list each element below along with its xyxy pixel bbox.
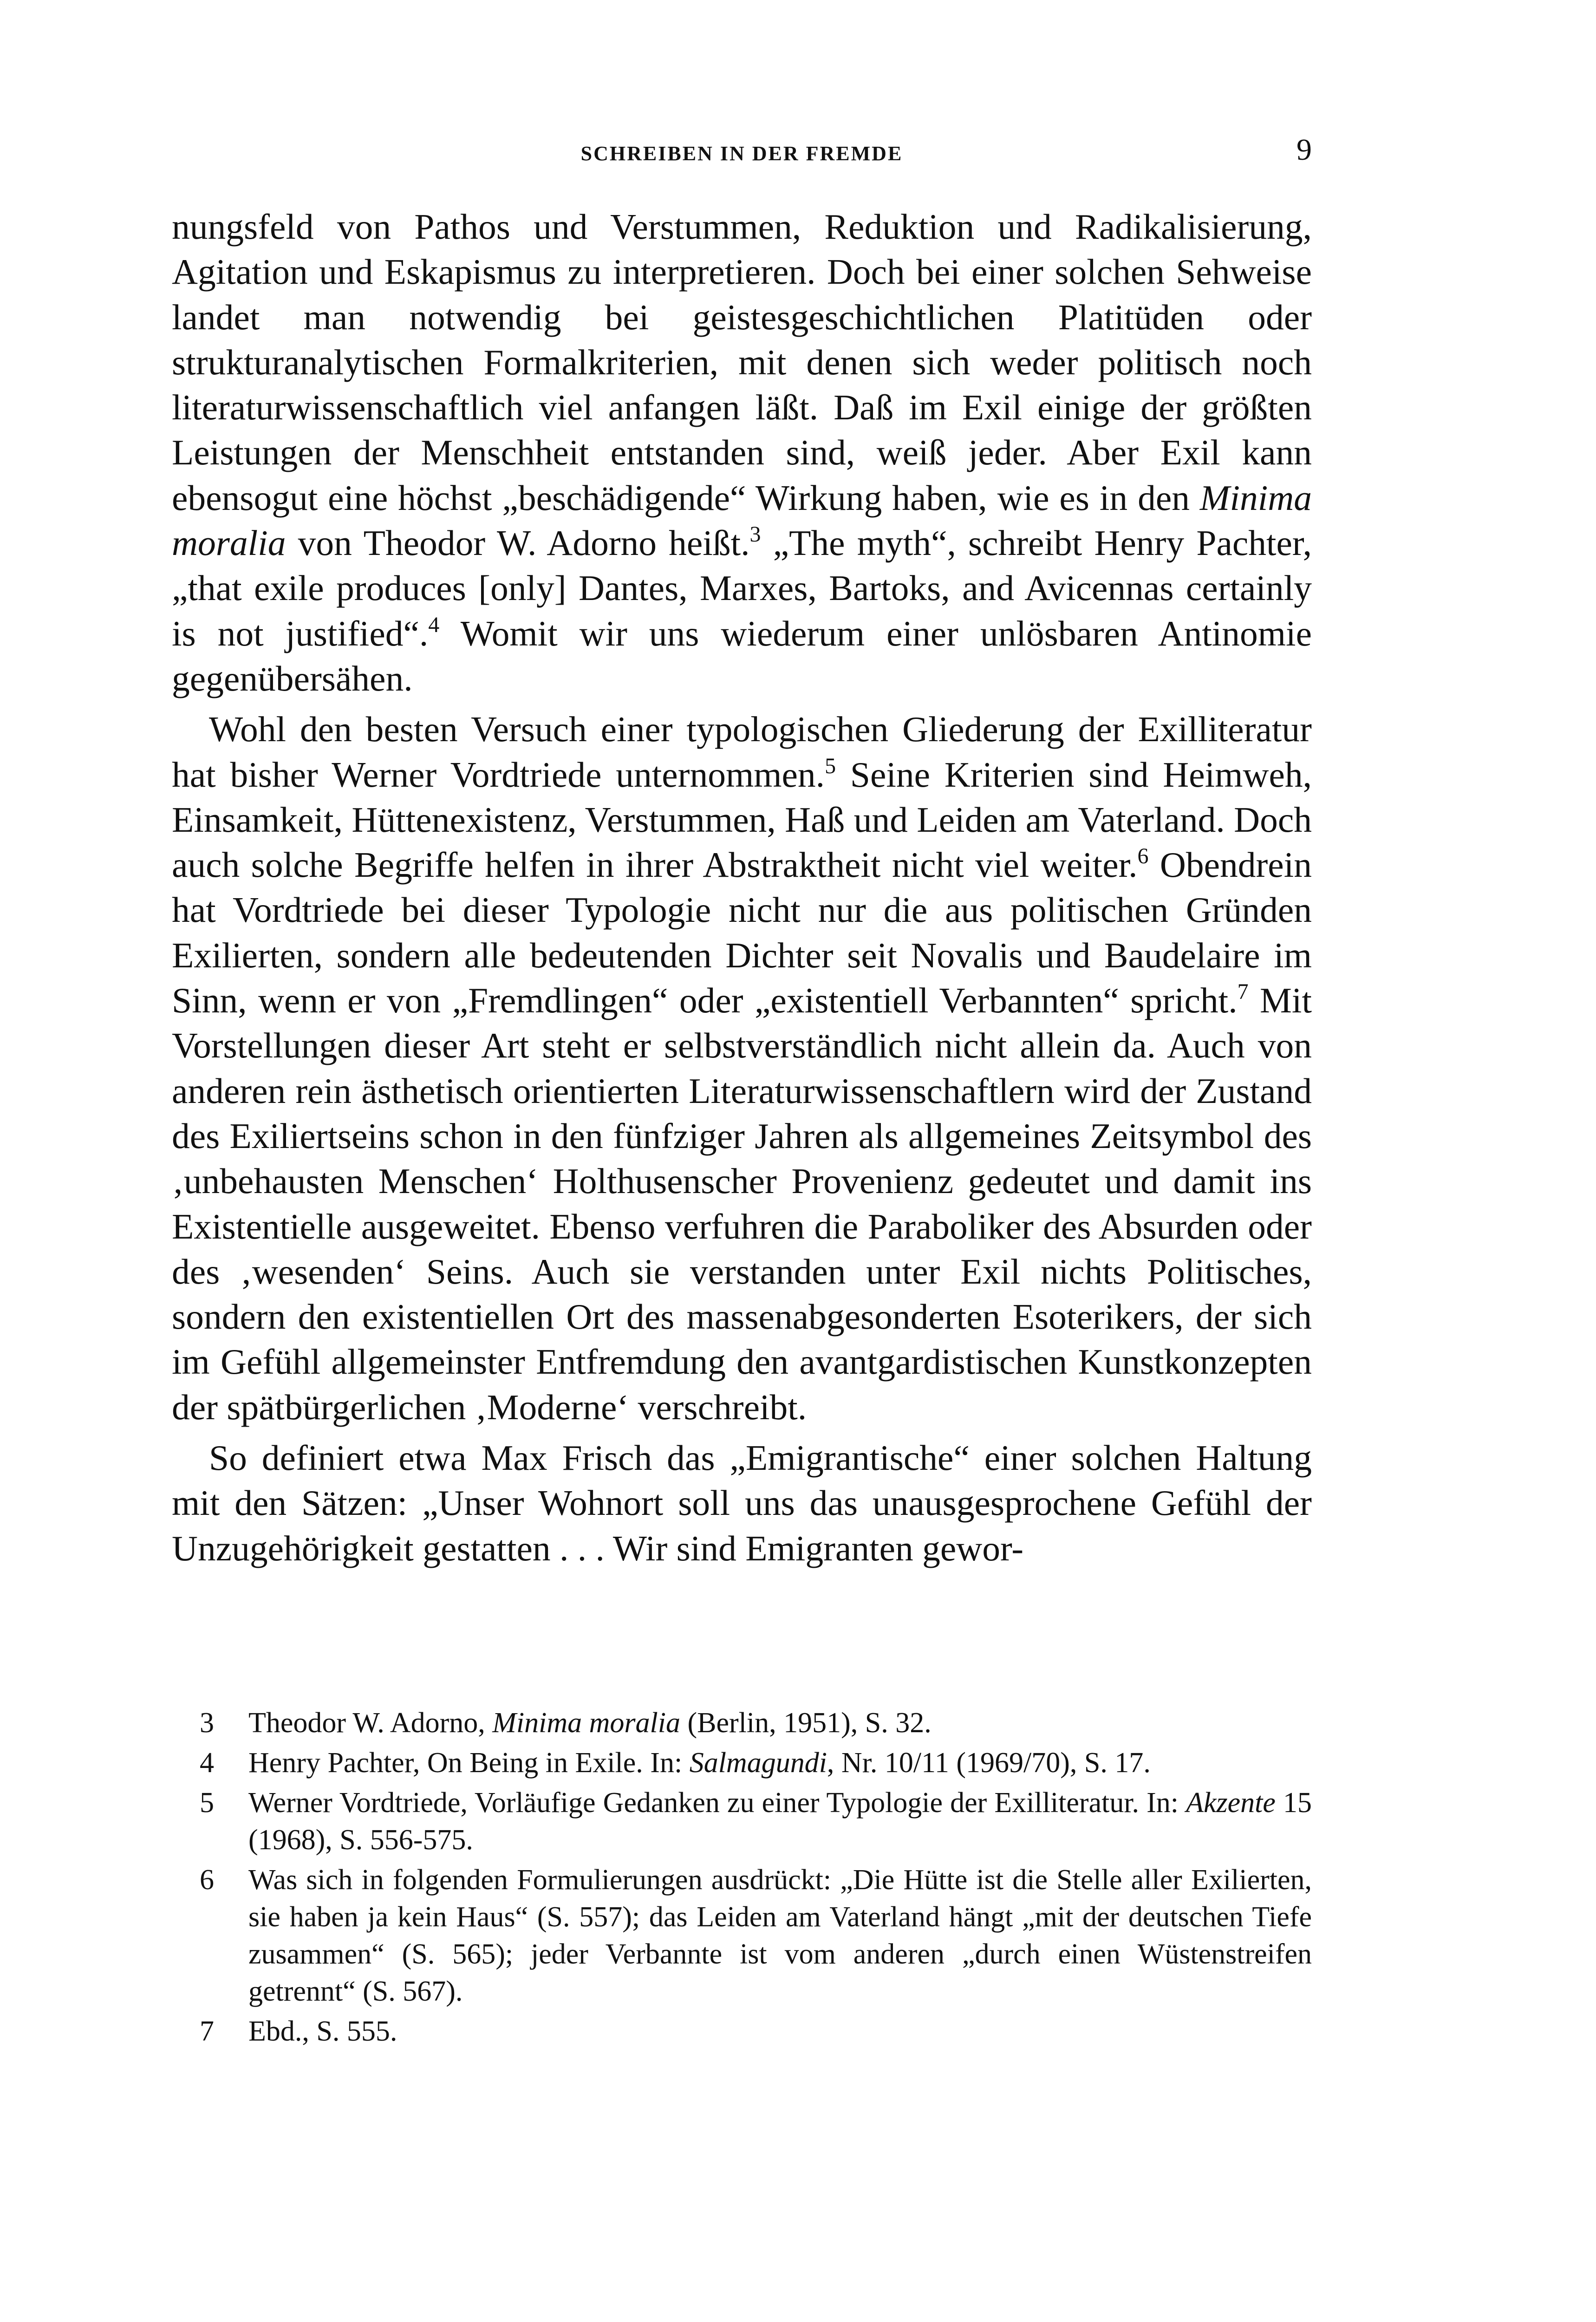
paragraph-2	[172, 707, 1312, 1430]
work-title: Minima moralia	[172, 477, 1312, 563]
footnote-text: (Berlin, 1951), S. 32.	[680, 1707, 932, 1739]
footnote-ref: 5	[825, 753, 836, 778]
footnote-number: 6	[200, 1864, 214, 1896]
footnote-ref: 7	[1237, 979, 1249, 1004]
text-run: nungsfeld von Pathos und Verstummen, Reduktion und Radikalisierung, Agitation und Eskapismus zu interpretieren. Doch bei einer solchen Sehweise landet man notwendig bei geistesgeschichtlichen Platitüden oder strukturanalytischen Formalkriterien, mit denen sich weder politisch noch literaturwissenschaftlich viel anfangen läßt. Daß im Exil einige der größten Leistungen der Menschheit entstanden sind, weiß jeder. Aber Exil kann ebensogut eine höchst „beschädigende“ Wirkung haben, wie es in den	[172, 207, 1312, 518]
text-run: Seine Kriterien sind Heimweh, Einsamkeit, Hüttenexistenz, Verstummen, Haß und Leiden am Vaterland. Doch auch solche Begriffe helfen in ihrer Abstraktheit nicht viel weiter.	[172, 754, 1312, 885]
footnote-text: Theodor W. Adorno,	[248, 1707, 493, 1739]
main-text	[172, 204, 1312, 1571]
footnote	[172, 1784, 1312, 1859]
text-run: Mit Vorstellungen dieser Art steht er selbstverständlich nicht allein da. Auch von anderen rein ästhetisch orientierten Literaturwissenschaftlern wird der Zustand des Exiliertseins schon in den fünfziger Jahren als allgemeines Zeitsymbol des ‚unbehausten Menschen‘ Holthusenscher Provenienz gedeutet und damit ins Existentielle ausgeweitet. Ebenso verfuhren die Paraboliker des Absurden oder des ‚wesenden‘ Seins. Auch sie verstanden unter Exil nichts Politisches, sondern den existentiellen Ort des massenabgesonderten Esoterikers, der sich im Gefühl allgemeinster Entfremdung den avantgardistischen Kunstkonzepten der spätbürgerlichen ‚Moderne‘ verschreibt.	[172, 980, 1312, 1427]
text-run: „The myth“, schreibt Henry Pachter, „that exile produces [only] Dantes, Marxes, Bartoks, and Avicennas certainly is not justified“.	[172, 523, 1312, 653]
text-run: Wohl den besten Versuch einer typologischen Gliederung der Exilliteratur hat bisher Werner Vordtriede unternommen.	[172, 709, 1312, 795]
footnote-number: 5	[200, 1787, 214, 1819]
paragraph-1	[172, 204, 1312, 701]
text-run: von Theodor W. Adorno heißt.	[286, 523, 750, 563]
footnote	[172, 2013, 1312, 2050]
work-title: Akzente	[1186, 1787, 1276, 1819]
paragraph-3: So definiert etwa Max Frisch das „Emigrantische“ einer solchen Haltung mit den Sätzen: „Unser Wohnort soll uns das unausgesprochene Gefühl der Unzugehörigkeit gestatten . . . Wir sind Emigranten gewor-	[172, 1438, 1312, 1568]
footnote-text: Henry Pachter, On Being in Exile. In:	[248, 1747, 690, 1779]
footnote-text: Ebd., S. 555.	[248, 2015, 397, 2047]
footnote-ref: 6	[1137, 844, 1149, 869]
footnote-ref: 4	[428, 612, 440, 637]
footnote	[172, 1704, 1312, 1742]
footnote-number: 3	[200, 1707, 214, 1739]
footnote-text: Werner Vordtriede, Vorläufige Gedanken zu einer Typologie der Exilliteratur. In:	[248, 1787, 1186, 1819]
page-header	[172, 132, 1312, 174]
footnote	[172, 1744, 1312, 1781]
footnote-number: 4	[200, 1747, 214, 1779]
footnote-ref: 3	[749, 522, 761, 547]
footnote	[172, 1861, 1312, 2010]
footnotes	[172, 1704, 1312, 2053]
text-run: Obendrein hat Vordtriede bei dieser Typologie nicht nur die aus politischen Gründen Exilierten, sondern alle bedeutenden Dichter seit Novalis und Baudelaire im Sinn, wenn er von „Fremdlingen“ oder „existentiell Verbannten“ spricht.	[172, 845, 1312, 1021]
footnote-number: 7	[200, 2015, 214, 2047]
running-head: SCHREIBEN IN DER FREMDE	[580, 142, 903, 165]
work-title: Salmagundi	[689, 1747, 827, 1779]
text-run: Womit wir uns wiederum einer unlösbaren Antinomie gegenübersähen.	[172, 613, 1312, 698]
footnote-text: Was sich in folgenden Formulierungen ausdrückt: „Die Hütte ist die Stelle aller Exilierten, sie haben ja kein Haus“ (S. 557); das Leiden am Vaterland hängt „mit der deutschen Tiefe zusammen“ (S. 565); jeder Verbannte ist vom anderen „durch einen Wüstenstreifen getrennt“ (S. 567).	[248, 1864, 1312, 2007]
footnote-text: 15 (1968), S. 556-575.	[248, 1787, 1312, 1856]
work-title: Minima moralia	[492, 1707, 680, 1739]
footnote-text: , Nr. 10/11 (1969/70), S. 17.	[827, 1747, 1151, 1779]
page-number: 9	[1296, 133, 1312, 167]
